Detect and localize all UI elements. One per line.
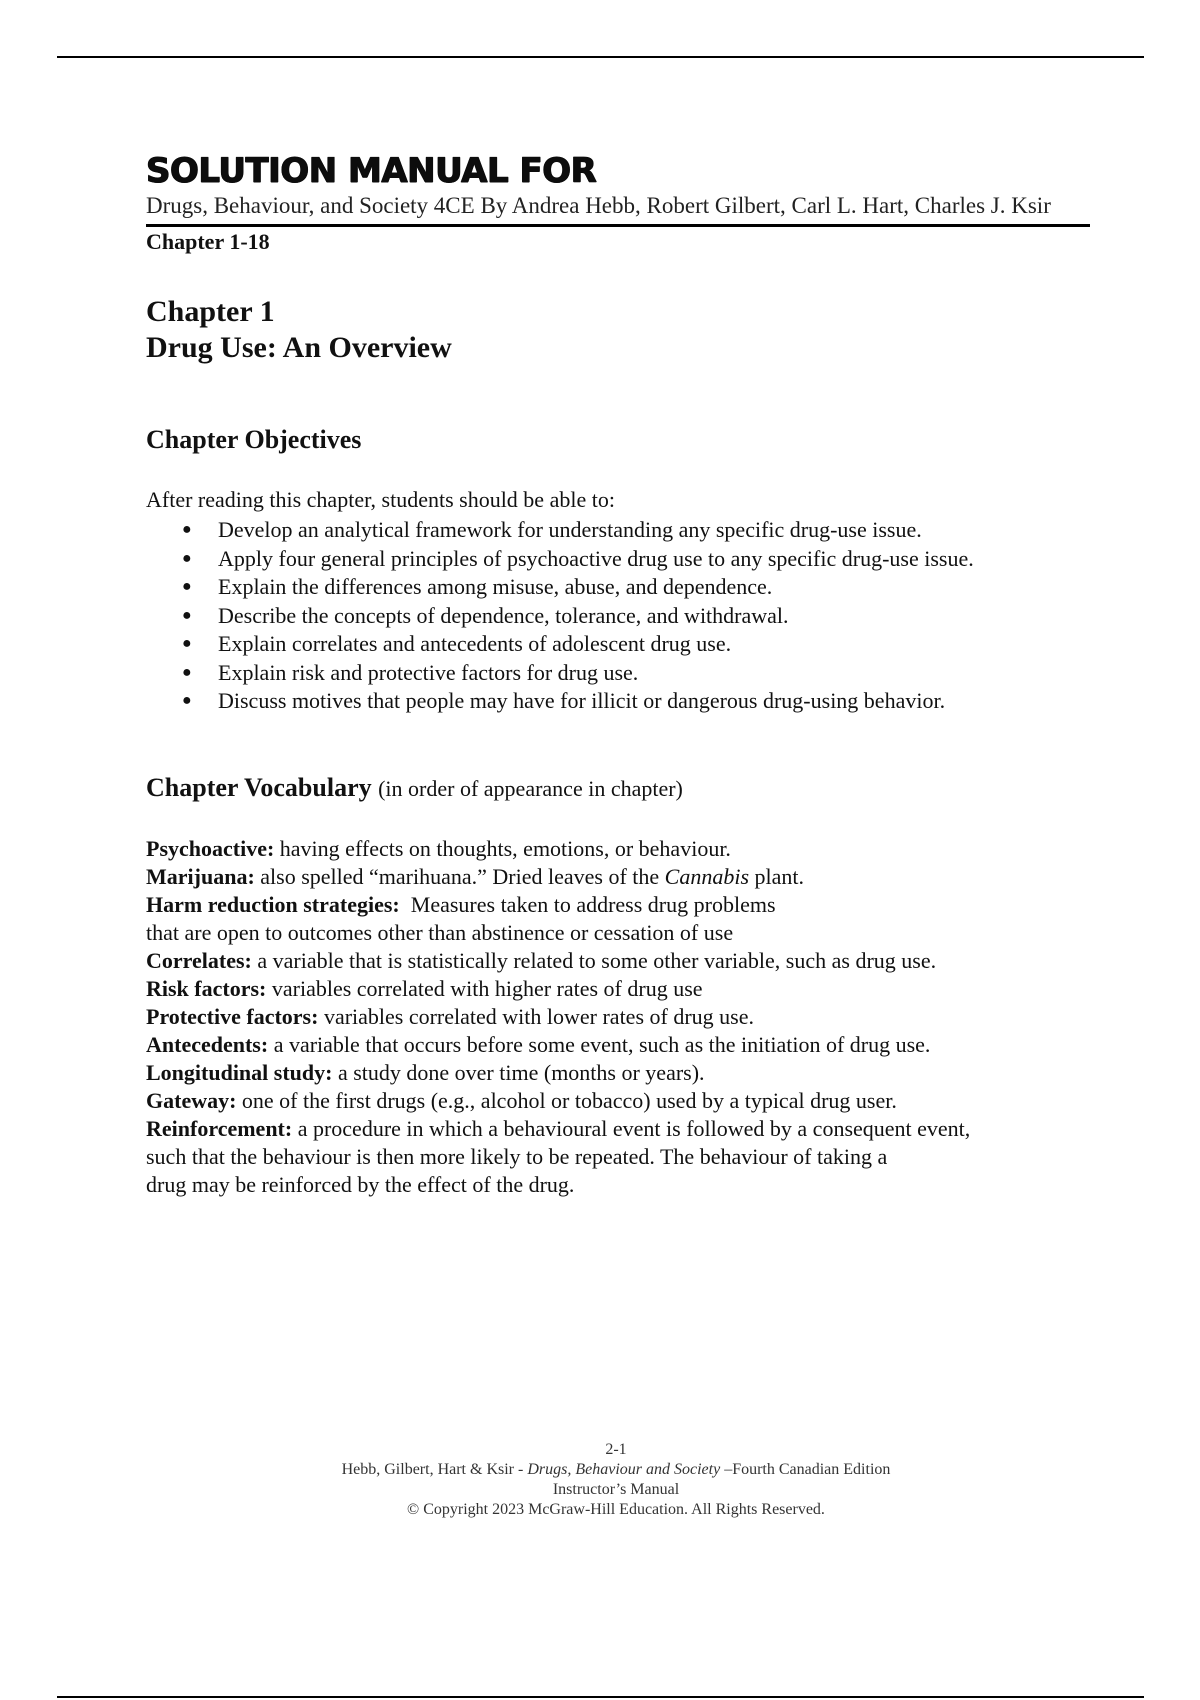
bullet-icon: ● — [182, 578, 192, 595]
vocab-term: Reinforcement: — [146, 1115, 293, 1141]
citation-edition: –Fourth Canadian Edition — [724, 1461, 891, 1478]
objectives-heading: Chapter Objectives — [146, 425, 362, 454]
vocab-definition-end: plant. — [754, 863, 805, 889]
vocab-term: Risk factors: — [146, 975, 267, 1001]
vocab-entry — [146, 891, 1090, 919]
bullet-icon: ● — [182, 692, 192, 709]
vocabulary-heading-text: Chapter Vocabulary — [146, 772, 372, 802]
vocab-entry — [146, 1087, 1090, 1115]
chapter-number: Chapter 1 — [146, 295, 275, 328]
vocab-term: Harm reduction strategies: — [146, 891, 400, 917]
objectives-intro: After reading this chapter, students should be able to: — [146, 487, 615, 512]
bullet-icon: ● — [182, 521, 192, 538]
list-item: ● Explain risk and protective factors for drug use. — [218, 659, 1090, 688]
vocab-entry — [146, 835, 1090, 863]
bullet-icon: ● — [182, 635, 192, 652]
vocab-definition: also spelled “marihuana.” Dried leaves of the — [260, 863, 660, 889]
citation-title: Drugs, Behaviour and Society — [527, 1461, 721, 1478]
vocab-continuation: drug may be reinforced by the effect of the drug. — [146, 1171, 575, 1197]
manual-subtitle: Drugs, Behaviour, and Society 4CE By Andrea Hebb, Robert Gilbert, Carl L. Hart, Charles J. Ksir — [146, 193, 1051, 218]
bullet-icon: ● — [182, 606, 192, 624]
list-item: ● Explain the differences among misuse, abuse, and dependence. — [218, 573, 1090, 602]
list-item: ● Apply four general principles of psychoactive drug use to any specific drug-use issue. — [218, 545, 1090, 574]
page-content — [146, 150, 1090, 1199]
vocab-continuation: such that the behaviour is then more likely to be repeated. The behaviour of taking a — [146, 1143, 888, 1169]
bullet-icon: ● — [182, 549, 192, 567]
list-item: ● Explain correlates and antecedents of adolescent drug use. — [218, 630, 1090, 659]
vocab-definition: a study done over time (months or years). — [337, 1059, 705, 1085]
manual-type: Instructor’s Manual — [552, 1481, 680, 1498]
objectives-list — [146, 516, 1090, 716]
copyright-notice: © Copyright 2023 McGraw-Hill Education. All Rights Reserved. — [407, 1501, 825, 1518]
vocab-definition: a variable that is statistically related to some other variable, such as drug use. — [257, 947, 937, 973]
vocab-definition-italic: Cannabis — [664, 863, 750, 889]
vocab-definition: a procedure in which a behavioural event is followed by a consequent event, — [297, 1115, 971, 1141]
top-rule — [57, 56, 1144, 58]
page-number: 2-1 — [605, 1441, 627, 1458]
vocab-entry — [146, 947, 1090, 975]
bottom-rule — [57, 1696, 1144, 1698]
list-item: ● Develop an analytical framework for understanding any specific drug-use issue. — [218, 516, 1090, 545]
vocab-definition: variables correlated with lower rates of drug use. — [323, 1003, 754, 1029]
chapter-heading — [146, 294, 1090, 366]
vocab-continuation: that are open to outcomes other than abstinence or cessation of use — [146, 919, 734, 945]
vocab-term: Antecedents: — [146, 1031, 269, 1057]
vocabulary-heading — [146, 772, 1090, 805]
manual-title: SOLUTION MANUAL FOR — [146, 151, 597, 191]
vocab-entry — [146, 1003, 1090, 1031]
vocab-term: Protective factors: — [146, 1003, 319, 1029]
citation-authors: Hebb, Gilbert, Hart & Ksir - — [341, 1461, 524, 1478]
title-rule — [146, 224, 1090, 227]
chapter-title: Drug Use: An Overview — [146, 331, 452, 364]
vocab-definition: variables correlated with higher rates of drug use — [271, 975, 703, 1001]
list-item: ● Describe the concepts of dependence, tolerance, and withdrawal. — [218, 602, 1090, 631]
vocab-term: Psychoactive: — [146, 835, 275, 861]
chapter-range: Chapter 1-18 — [146, 229, 270, 254]
bullet-icon: ● — [182, 663, 192, 681]
vocab-entry — [146, 975, 1090, 1003]
vocab-entry — [146, 1031, 1090, 1059]
vocab-term: Longitudinal study: — [146, 1059, 333, 1085]
vocab-definition: having effects on thoughts, emotions, or behaviour. — [279, 835, 731, 861]
vocab-term: Marijuana: — [146, 863, 255, 889]
list-item: ● Discuss motives that people may have for illicit or dangerous drug-using behavior. — [218, 687, 1090, 716]
vocabulary-list — [146, 835, 1090, 1199]
vocab-term: Gateway: — [146, 1087, 237, 1113]
vocabulary-note: (in order of appearance in chapter) — [378, 775, 683, 801]
vocab-term: Correlates: — [146, 947, 252, 973]
vocab-definition: Measures taken to address drug problems — [410, 891, 776, 917]
footer-citation — [0, 1460, 1200, 1480]
vocab-entry — [146, 1115, 1090, 1143]
vocab-definition: a variable that occurs before some event, such as the initiation of drug use. — [273, 1031, 931, 1057]
vocab-entry — [146, 1059, 1090, 1087]
page-footer — [0, 1440, 1200, 1520]
vocab-entry — [146, 863, 1090, 891]
vocab-definition: one of the first drugs (e.g., alcohol or tobacco) used by a typical drug user. — [241, 1087, 897, 1113]
